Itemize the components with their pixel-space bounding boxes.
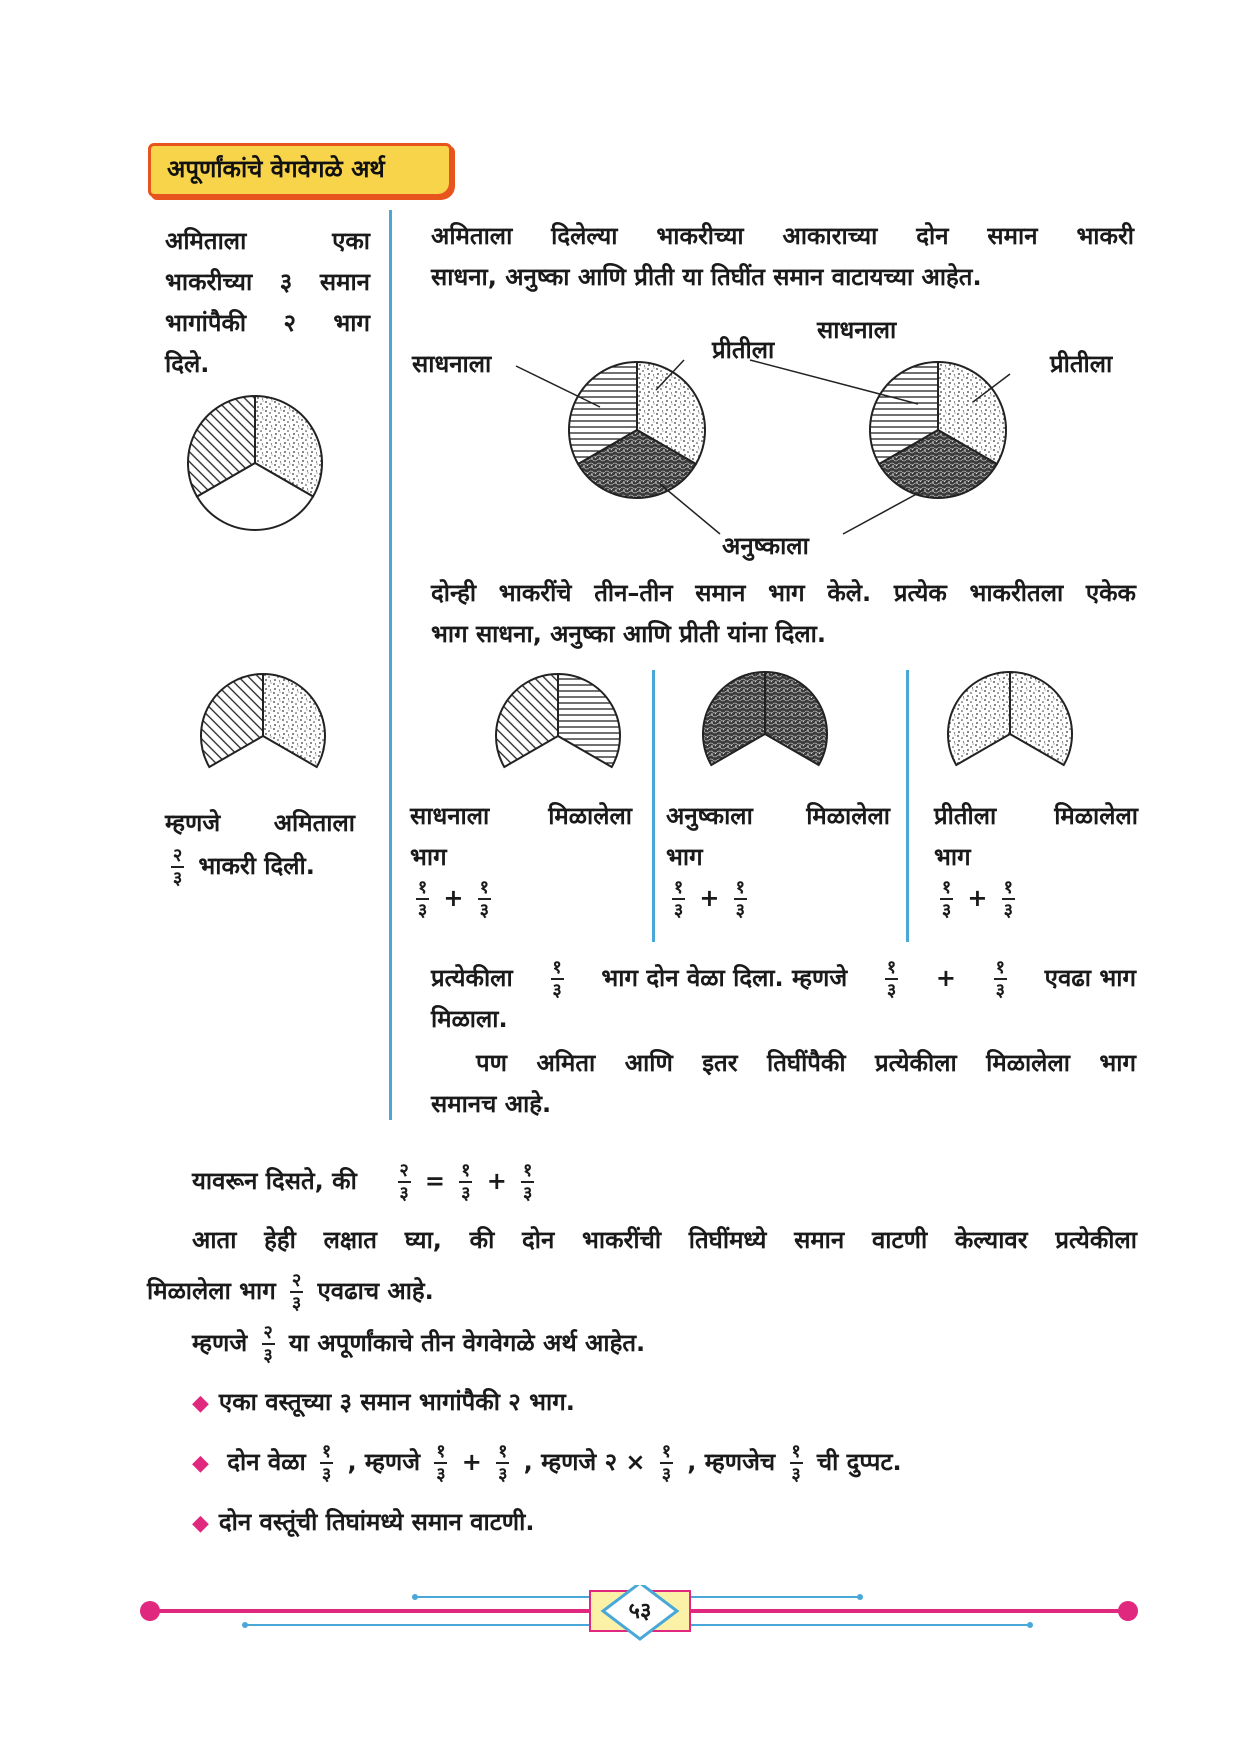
preeti-share-diagram: [939, 670, 1081, 790]
preeti-share-caption: [934, 796, 1138, 919]
equal-text: [431, 1043, 1136, 1125]
sadhana-caption-word: भाग: [410, 843, 447, 871]
anushka-caption-line: अनुष्काला मिळालेला: [666, 802, 890, 830]
label-preeti-1: प्रीतीला: [712, 336, 775, 364]
anushka-share-diagram: [694, 670, 836, 790]
left-intro-line-3: भागांपैकी २ भाग: [165, 309, 370, 337]
note-text: [147, 1220, 1137, 1312]
column-divider: [389, 210, 392, 1120]
each-got-text: [431, 958, 1136, 1040]
label-sadhana-2: साधनाला: [817, 316, 897, 344]
division-line-1: दोन्ही भाकरींचे तीन–तीन समान भाग केले. प्रत्येक भाकरीतला एकेक: [431, 579, 1136, 607]
share-divider-2: [906, 670, 909, 942]
sadhana-share-diagram: [487, 672, 629, 792]
note-line-1: आता हेही लक्षात घ्या, की दोन भाकरींची तिघींमध्ये समान वाटणी केल्यावर प्रत्येकीला: [192, 1226, 1137, 1254]
left-intro-line-2: भाकरीच्या ३ समान: [165, 268, 370, 296]
left-conclusion-line-1: म्हणजे अमिताला: [165, 809, 355, 837]
heading-text: अपूर्णांकांचे वेगवेगळे अर्थ: [167, 155, 385, 183]
bullet-1: ◆ एका वस्तूच्या ३ समान भागांपैकी २ भाग.: [192, 1388, 575, 1416]
right-intro-line-2: साधना, अनुष्का आणि प्रीती या तिघींत समान वाटायच्या आहेत.: [431, 263, 982, 291]
each-got-line-2: मिळाला.: [431, 1005, 508, 1033]
right-intro-line-1: अमिताला दिलेल्या भाकरीच्या आकाराच्या दोन समान भाकरी: [431, 222, 1134, 250]
section-heading: [148, 143, 452, 197]
left-intro-line-1: अमिताला एका: [165, 227, 370, 255]
page-number: ५३: [628, 1599, 652, 1624]
note-line-2: मिळालेला भाग $\frac{२}{३}$ एवढाच आहे.: [147, 1270, 434, 1314]
amita-share-diagram: [192, 672, 334, 792]
thus-equation: यावरून दिसते, की $\frac{२}{३}$ = $\frac{१}{३}$ + $\frac{१}{३}$: [192, 1160, 533, 1204]
label-anushka: अनुष्काला: [722, 532, 809, 560]
left-conclusion-line-2: $\frac{२}{३}$ भाकरी दिली.: [172, 845, 315, 889]
bullet-2: ◆ दोन वेळा $\frac{१}{३}$ , म्हणजे $\frac{१}{३}$ + $\frac{१}{३}$ , म्हणजे २ × $\frac{१}{३}$ , म्हणजेच $\frac{१}{३}$ ची दुप्पट.: [192, 1441, 902, 1485]
diamond-bullet-icon: ◆: [192, 1391, 209, 1416]
label-preeti-2: प्रीतीला: [1050, 350, 1113, 378]
right-intro: [431, 216, 1134, 298]
preeti-sum: $\frac{१}{३}$ + $\frac{१}{३}$: [941, 877, 1014, 921]
bullet-3: ◆ दोन वस्तूंची तिघांमध्ये समान वाटणी.: [192, 1508, 535, 1536]
label-sadhana-1: साधनाला: [412, 350, 492, 378]
anushka-caption-word: भाग: [666, 843, 703, 871]
left-conclusion: [165, 803, 355, 887]
share-divider-1: [652, 670, 655, 942]
fraction-two-thirds: $\frac{२}{३}$: [172, 845, 183, 889]
sadhana-share-caption: [410, 796, 632, 919]
sadhana-caption-line: साधनाला मिळालेला: [410, 802, 632, 830]
preeti-caption-word: भाग: [934, 843, 971, 871]
anushka-sum: $\frac{१}{३}$ + $\frac{१}{३}$: [673, 877, 746, 921]
diamond-bullet-icon: ◆: [192, 1511, 209, 1536]
division-text: [431, 573, 1136, 655]
diamond-bullet-icon: ◆: [192, 1451, 209, 1476]
equal-line-2: समानच आहे.: [431, 1090, 552, 1118]
equal-line-1: पण अमिता आणि इतर तिघींपैकी प्रत्येकीला मिळालेला भाग: [476, 1049, 1136, 1077]
left-intro: [165, 221, 370, 385]
two-bread-diagram: [400, 312, 1140, 562]
anushka-share-caption: [666, 796, 890, 919]
left-intro-line-4: दिले.: [165, 350, 210, 378]
preeti-caption-line: प्रीतीला मिळालेला: [934, 802, 1138, 830]
sadhana-sum: $\frac{१}{३}$ + $\frac{१}{३}$: [417, 877, 490, 921]
each-got-line-1: प्रत्येकीला $\frac{१}{३}$ भाग दोन वेळा दिला. म्हणजे $\frac{१}{३}$ + $\frac{१}{३}$ एवढा भाग: [431, 956, 1136, 1001]
amita-bread-diagram: [184, 392, 326, 534]
division-line-2: भाग साधना, अनुष्का आणि प्रीती यांना दिला.: [431, 620, 826, 648]
meaning-text: म्हणजे $\frac{२}{३}$ या अपूर्णांकाचे तीन वेगवेगळे अर्थ आहेत.: [192, 1322, 646, 1366]
